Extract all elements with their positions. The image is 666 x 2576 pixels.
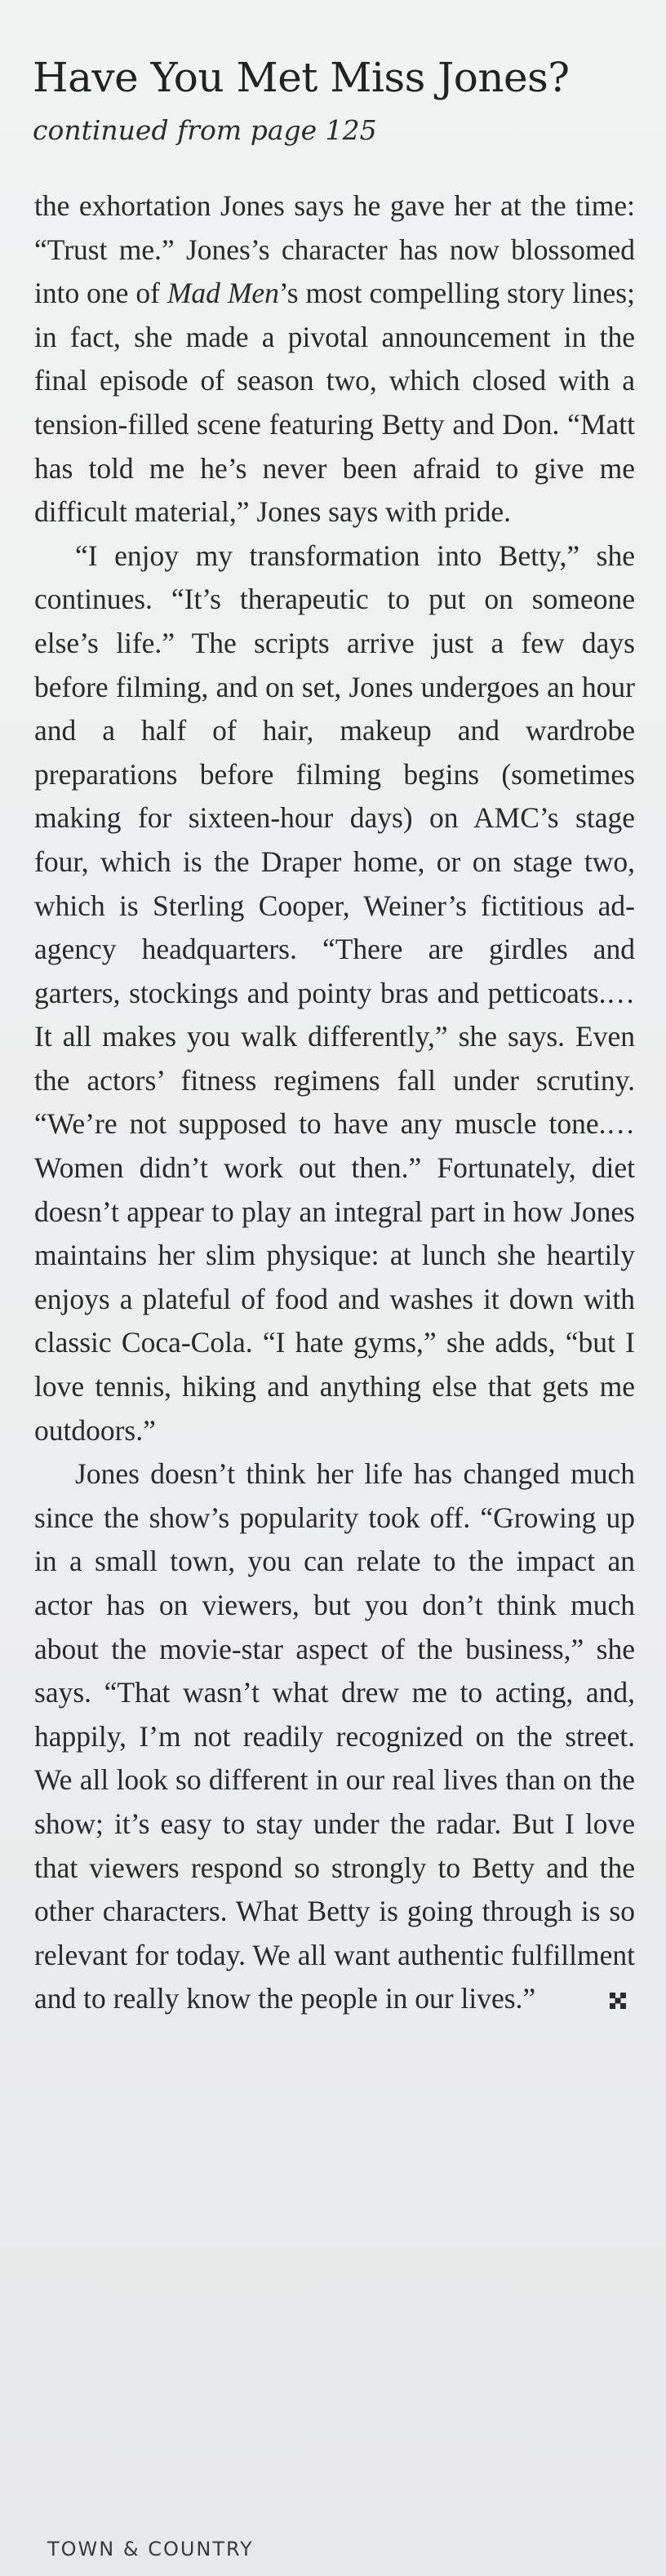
article-paragraph-1	[34, 184, 635, 534]
paragraph-text: Jones doesn’t think her life has changed much since the show’s popularity took off. “Growing up in a small town, you can relate to the impact an actor has on viewers, but you don’t think much about the movie-star aspect of the business,” she says. “That wasn’t what drew me to acting, and, happily, I’m not readily recognized on the street. We all look so different in our real lives than on the show; it’s easy to stay under the radar. But I love that viewers respond so strongly to Betty and the other characters. What Betty is going through is so relevant for today. We all want authentic fulfillment and to really know the people in our lives.”	[34, 1457, 635, 2015]
publication-footer: TOWN & COUNTRY	[47, 2538, 254, 2560]
paragraph-text: ’s most compelling story lines; in fact, she made a pivotal announcement in the final episode of season two, which closed with a tension-filled scene featuring Betty and Don. “Matt has told me he’s never been afraid to give me difficult material,” Jones says with pride.	[34, 277, 635, 529]
show-title: Mad Men	[166, 277, 279, 310]
article-paragraph-3	[34, 1452, 635, 2021]
article-headline: Have You Met Miss Jones?	[33, 54, 570, 101]
paragraph-text: the exhortation Jones says he gave her at the time: “Trust me.” Jones’s character has now blossomed into one of	[34, 189, 635, 310]
end-of-article-icon	[609, 1992, 627, 2010]
article-paragraph-2	[34, 534, 635, 1452]
article-body	[34, 184, 635, 2021]
paragraph-text: “I enjoy my transformation into Betty,” she continues. “It’s therapeutic to put on someone else’s life.” The scripts arrive just a few days before filming, and on set, Jones undergoes an hour and a half of hair, makeup and wardrobe preparations before filming begins (sometimes making for sixteen-hour days) on AMC’s stage four, which is the Draper home, or on stage two, which is Sterling Cooper, Weiner’s fictitious ad-agency headquarters. “There are girdles and garters, stockings and pointy bras and petticoats.… It all makes you walk differently,” she says. Even the actors’ fitness regimens fall under scrutiny. “We’re not supposed to have any muscle tone.… Women didn’t work out then.” Fortunately, diet doesn’t appear to play an integral part in how Jones maintains her slim physique: at lunch she heartily enjoys a plateful of food and washes it down with classic Coca-Cola. “I hate gyms,” she adds, “but I love tennis, hiking and anything else that gets me outdoors.”	[34, 539, 635, 1447]
continued-from-note: continued from page 125	[33, 114, 377, 146]
